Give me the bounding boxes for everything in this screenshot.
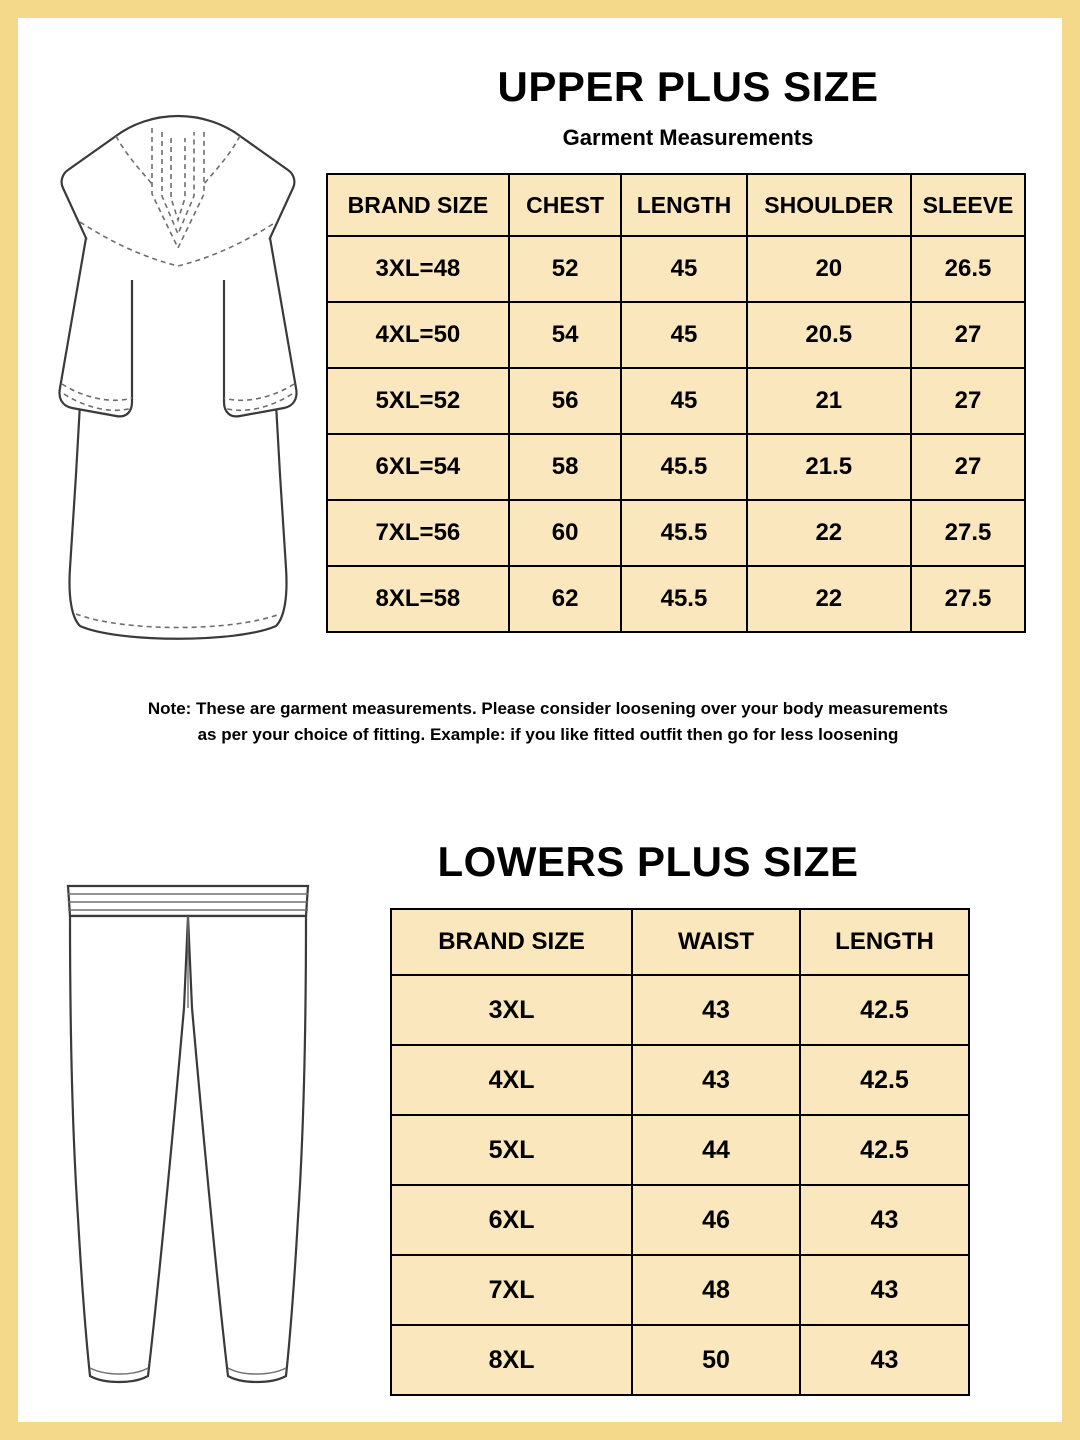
column-header-length: LENGTH — [800, 909, 969, 975]
cell-waist: 44 — [632, 1115, 800, 1185]
cell-shoulder: 22 — [747, 566, 912, 632]
lower-chart-area — [348, 838, 948, 1396]
cell-length: 45.5 — [621, 566, 746, 632]
upper-size-table — [326, 173, 1026, 633]
pajama-illustration — [38, 868, 338, 1398]
kurta-illustration — [28, 98, 328, 658]
cell-brand-size: 4XL=50 — [327, 302, 509, 368]
upper-size-section — [18, 18, 1062, 758]
cell-length: 45 — [621, 236, 746, 302]
cell-brand-size: 6XL — [391, 1185, 632, 1255]
table-row — [391, 1325, 969, 1395]
column-header-brand-size: BRAND SIZE — [327, 174, 509, 236]
cell-shoulder: 20 — [747, 236, 912, 302]
table-row — [391, 1185, 969, 1255]
table-row — [391, 1255, 969, 1325]
size-chart-page — [18, 18, 1062, 1422]
table-header-row — [391, 909, 969, 975]
cell-sleeve: 27 — [911, 434, 1025, 500]
cell-waist: 48 — [632, 1255, 800, 1325]
cell-brand-size: 3XL — [391, 975, 632, 1045]
table-row — [327, 368, 1025, 434]
cell-length: 45 — [621, 368, 746, 434]
measurement-note — [88, 696, 1008, 747]
cell-sleeve: 26.5 — [911, 236, 1025, 302]
upper-title: UPPER PLUS SIZE — [497, 63, 879, 110]
cell-brand-size: 4XL — [391, 1045, 632, 1115]
lower-size-section — [18, 818, 1062, 1422]
cell-waist: 43 — [632, 1045, 800, 1115]
cell-length: 42.5 — [800, 975, 969, 1045]
table-row — [391, 1115, 969, 1185]
cell-brand-size: 8XL — [391, 1325, 632, 1395]
table-row — [327, 434, 1025, 500]
cell-waist: 50 — [632, 1325, 800, 1395]
cell-waist: 43 — [632, 975, 800, 1045]
cell-length: 42.5 — [800, 1045, 969, 1115]
table-row — [391, 975, 969, 1045]
column-header-shoulder: SHOULDER — [747, 174, 912, 236]
cell-chest: 54 — [509, 302, 622, 368]
lower-title: LOWERS PLUS SIZE — [437, 838, 859, 885]
cell-chest: 60 — [509, 500, 622, 566]
cell-brand-size: 7XL — [391, 1255, 632, 1325]
table-header-row — [327, 174, 1025, 236]
lower-size-table — [390, 908, 970, 1396]
cell-length: 45.5 — [621, 434, 746, 500]
cell-shoulder: 20.5 — [747, 302, 912, 368]
cell-length: 43 — [800, 1325, 969, 1395]
cell-brand-size: 6XL=54 — [327, 434, 509, 500]
note-line-2: as per your choice of fitting. Example: if you like fitted outfit then go for less loosening — [197, 724, 899, 744]
column-header-chest: CHEST — [509, 174, 622, 236]
cell-length: 45.5 — [621, 500, 746, 566]
upper-chart-area — [318, 63, 1058, 633]
cell-length: 45 — [621, 302, 746, 368]
column-header-sleeve: SLEEVE — [911, 174, 1025, 236]
note-line-1: Note: These are garment measurements. Please consider loosening over your body measurements — [147, 699, 949, 718]
cell-shoulder: 22 — [747, 500, 912, 566]
cell-sleeve: 27 — [911, 302, 1025, 368]
cell-brand-size: 7XL=56 — [327, 500, 509, 566]
table-row — [327, 566, 1025, 632]
table-row — [327, 500, 1025, 566]
cell-chest: 62 — [509, 566, 622, 632]
cell-sleeve: 27 — [911, 368, 1025, 434]
cell-chest: 52 — [509, 236, 622, 302]
cell-chest: 56 — [509, 368, 622, 434]
cell-sleeve: 27.5 — [911, 500, 1025, 566]
table-row — [391, 1045, 969, 1115]
cell-length: 42.5 — [800, 1115, 969, 1185]
column-header-brand-size: BRAND SIZE — [391, 909, 632, 975]
table-row — [327, 302, 1025, 368]
column-header-length: LENGTH — [621, 174, 746, 236]
cell-shoulder: 21 — [747, 368, 912, 434]
cell-length: 43 — [800, 1185, 969, 1255]
cell-brand-size: 8XL=58 — [327, 566, 509, 632]
cell-chest: 58 — [509, 434, 622, 500]
cell-brand-size: 5XL — [391, 1115, 632, 1185]
cell-waist: 46 — [632, 1185, 800, 1255]
table-row — [327, 236, 1025, 302]
cell-brand-size: 5XL=52 — [327, 368, 509, 434]
cell-brand-size: 3XL=48 — [327, 236, 509, 302]
upper-subtitle: Garment Measurements — [562, 125, 814, 150]
cell-shoulder: 21.5 — [747, 434, 912, 500]
column-header-waist: WAIST — [632, 909, 800, 975]
cell-sleeve: 27.5 — [911, 566, 1025, 632]
cell-length: 43 — [800, 1255, 969, 1325]
